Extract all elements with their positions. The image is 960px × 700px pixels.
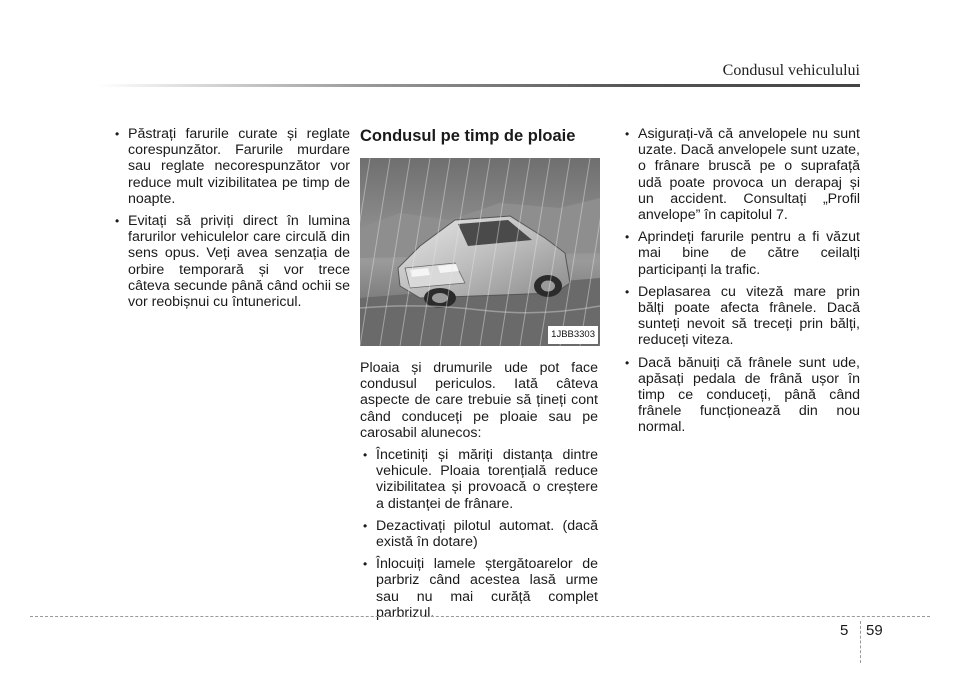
header-title: Condusul vehiculului	[722, 62, 860, 79]
bullet-item: • Încetiniți și măriți distanța dintre vehicule. Ploaia torențială reduce vizibilitatea și provoacă o creștere a distanței de frânare.	[360, 447, 598, 512]
right-column	[622, 126, 860, 442]
bullet-item: • Asigurați-vă că anvelopele nu sunt uzate. Dacă anvelopele sunt uzate, o frânare bruscă pe o suprafață udă poate provoca un derapaj și un accident. Consultați „Profil anvelope” în capitolul 7.	[622, 126, 860, 223]
bullet-item: • Înlocuiți lamele ștergătoarelor de parbriz când acestea lasă urme sau nu mai curăță complet parbrizul.	[360, 556, 598, 621]
bullet-item: • Dacă bănuiți că frânele sunt ude, apăsați pedala de frână ușor în timp ce conduceți, până când frânele funcționează din nou normal.	[622, 355, 860, 436]
header-rule	[98, 84, 860, 87]
left-column	[112, 126, 350, 316]
figure-code: 1JBB3303	[548, 326, 598, 344]
bullet-item: • Evitați să priviți direct în lumina farurilor vehiculelor care circulă din sens opus. Veți avea senzația de orbire temporară și vor trece câteva secunde până când ochii se vor reobișnui cu întunericul.	[112, 213, 350, 310]
chapter-number: 5	[840, 622, 849, 639]
intro-paragraph: Ploaia și drumurile ude pot face condusul periculos. Iată câteva aspecte de care trebuie să țineți cont când conduceți pe ploaie sau pe carosabil alunecos:	[360, 360, 598, 441]
bullet-item: • Dezactivați pilotul automat. (dacă există în dotare)	[360, 518, 598, 550]
bullet-item: • Aprindeți farurile pentru a fi văzut mai bine de către ceilalți participanți la trafic.	[622, 229, 860, 278]
left-bullet-list	[112, 126, 350, 310]
page-number-separator	[860, 621, 861, 663]
section-heading: Condusul pe timp de ploaie	[360, 127, 576, 145]
right-bullet-list	[622, 126, 860, 436]
footer-divider	[30, 616, 930, 617]
car-in-rain-image	[360, 158, 600, 346]
page-number: 59	[866, 622, 883, 639]
middle-bullet-list	[360, 447, 598, 621]
middle-column	[360, 126, 598, 627]
rain-car-illustration	[360, 158, 600, 346]
bullet-item: • Deplasarea cu viteză mare prin bălți poate afecta frânele. Dacă sunteți nevoit să treceți prin bălți, reduceți viteza.	[622, 284, 860, 349]
bullet-item: • Păstrați farurile curate și reglate corespunzător. Farurile murdare sau reglate necorespunzător vor reduce mult vizibilitatea pe timp de noapte.	[112, 126, 350, 207]
